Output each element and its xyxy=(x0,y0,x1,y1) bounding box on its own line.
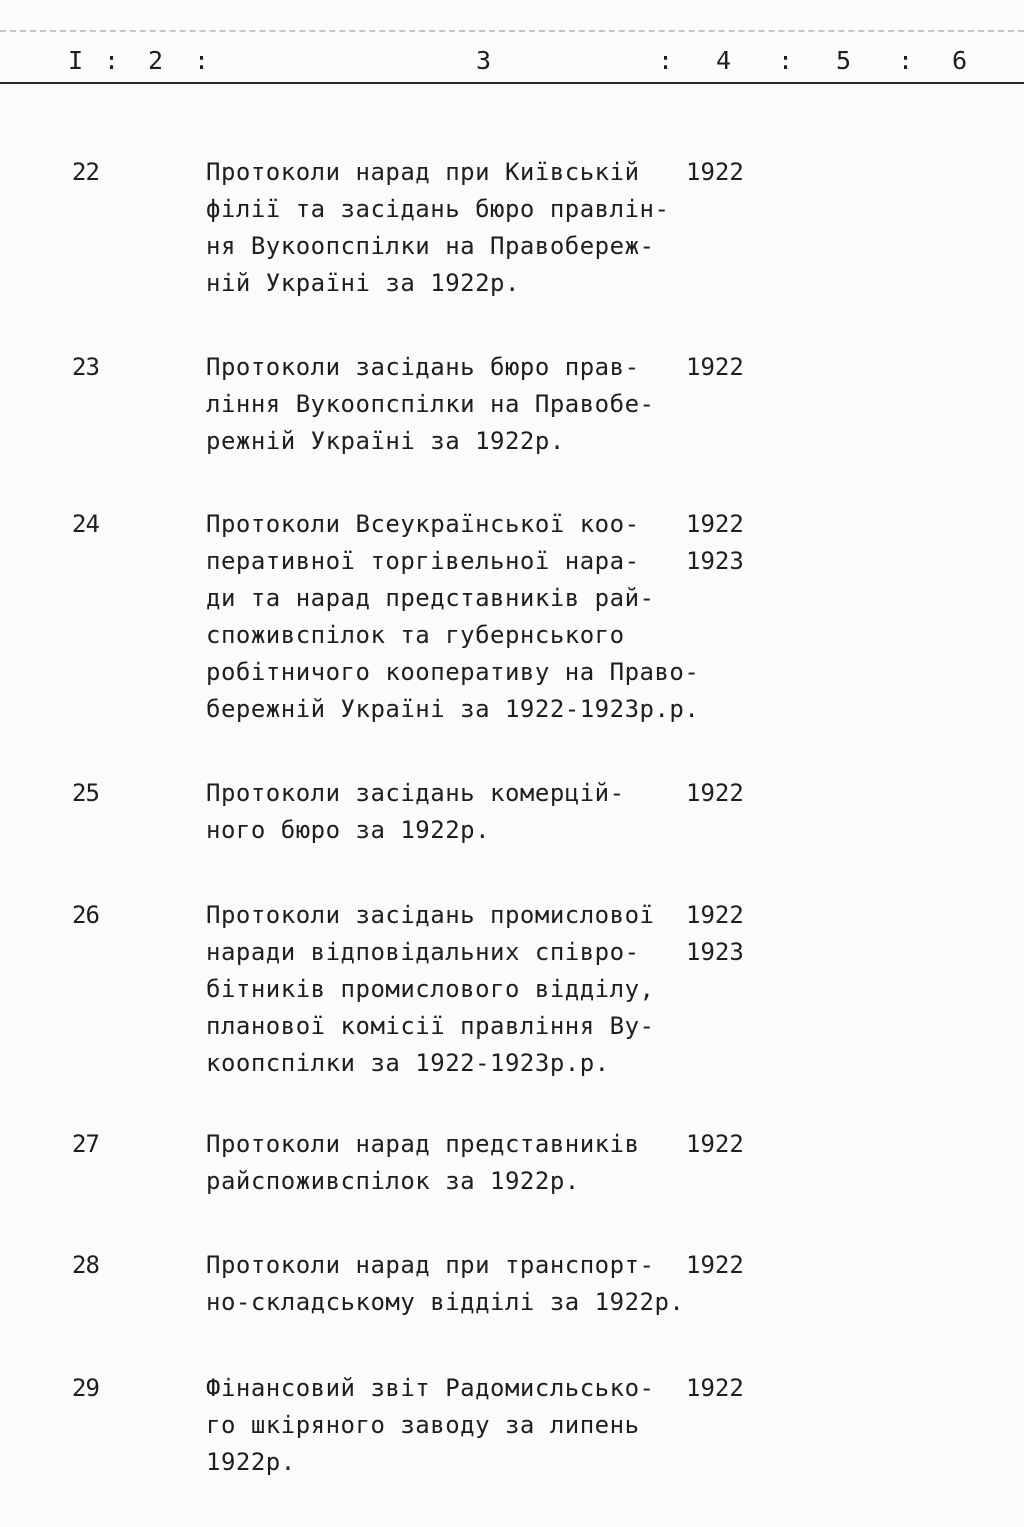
column-header-4: 4 xyxy=(716,46,732,75)
column-header-2: 2 xyxy=(148,46,164,75)
entry-year: 1922 xyxy=(686,353,744,381)
entry-title-line: ного бюро за 1922р. xyxy=(206,816,491,844)
entry-number: 22 xyxy=(72,158,99,186)
scan-artifact-line xyxy=(0,30,1024,32)
entry-title-line: бітників промислового відділу, xyxy=(206,975,655,1003)
column-header-6: 6 xyxy=(952,46,968,75)
entry-title xyxy=(206,349,726,460)
entry-number: 26 xyxy=(72,901,99,929)
entry-number: 24 xyxy=(72,510,99,538)
entry-years xyxy=(686,897,744,971)
entry-years xyxy=(686,506,744,580)
entry-title-line: Фінансовий звіт Радомисльсько- xyxy=(206,1374,655,1402)
entry-year: 1922 xyxy=(686,158,744,186)
entry-year: 1922 xyxy=(686,1374,744,1402)
entry-title xyxy=(206,1126,726,1200)
entry-number: 29 xyxy=(72,1374,99,1402)
entry-number: 28 xyxy=(72,1251,99,1279)
column-header-1: I xyxy=(68,46,84,75)
column-separator: : xyxy=(104,46,120,75)
entry-title-line: перативної торгівельної нара- xyxy=(206,547,640,575)
entry-title xyxy=(206,154,726,302)
entry-title-line: 1922р. xyxy=(206,1448,296,1476)
entry-title-line: режній Україні за 1922р. xyxy=(206,427,565,455)
entry-title-line: робітничого кооперативу на Право- xyxy=(206,658,700,686)
entry-years xyxy=(686,1370,744,1407)
entry-title-line: Протоколи засідань бюро прав- xyxy=(206,353,640,381)
column-separator: : xyxy=(778,46,794,75)
entry-title-line: ди та нарад представників рай- xyxy=(206,584,655,612)
entry-number: 25 xyxy=(72,779,99,807)
entry-year: 1922 xyxy=(686,1130,744,1158)
column-separator: : xyxy=(194,46,210,75)
entry-years xyxy=(686,1247,744,1284)
entry-title-line: наради відповідальних співро- xyxy=(206,938,640,966)
entry-title-line: Протоколи нарад при транспорт- xyxy=(206,1251,655,1279)
entry-title-line: Протоколи нарад при Київській xyxy=(206,158,640,186)
entry-years xyxy=(686,1126,744,1163)
entry-title-line: Протоколи засідань промислової xyxy=(206,901,655,929)
entry-number: 23 xyxy=(72,353,99,381)
entry-year: 1923 xyxy=(686,938,744,966)
column-header-row xyxy=(0,44,1024,78)
entry-title-line: споживспілок та губернського xyxy=(206,621,625,649)
entry-year: 1923 xyxy=(686,547,744,575)
entry-title-line: ління Вукоопспілки на Правобе- xyxy=(206,390,655,418)
entry-title xyxy=(206,1247,726,1321)
entry-title-line: Протоколи засідань комерцій- xyxy=(206,779,625,807)
column-separator: : xyxy=(658,46,674,75)
entry-year: 1922 xyxy=(686,779,744,807)
entry-year: 1922 xyxy=(686,510,744,538)
column-header-5: 5 xyxy=(836,46,852,75)
entry-year: 1922 xyxy=(686,1251,744,1279)
entry-title-line: філії та засідань бюро правлін- xyxy=(206,195,670,223)
entry-title-line: Протоколи Всеукраїнської коо- xyxy=(206,510,640,538)
entry-title xyxy=(206,1370,726,1481)
entry-years xyxy=(686,154,744,191)
entry-title xyxy=(206,506,726,728)
entry-years xyxy=(686,349,744,386)
entry-number: 27 xyxy=(72,1130,99,1158)
entry-year: 1922 xyxy=(686,901,744,929)
entry-title-line: планової комісії правління Ву- xyxy=(206,1012,655,1040)
header-rule xyxy=(0,82,1024,84)
column-header-3: 3 xyxy=(476,46,492,75)
entry-title-line: бережній Україні за 1922-1923р.р. xyxy=(206,695,700,723)
entry-title-line: ня Вукоопспілки на Правобереж- xyxy=(206,232,655,260)
entry-title-line: коопспілки за 1922-1923р.р. xyxy=(206,1049,610,1077)
entry-years xyxy=(686,775,744,812)
entry-title-line: го шкіряного заводу за липень xyxy=(206,1411,640,1439)
entry-title-line: но-складському відділі за 1922р. xyxy=(206,1288,685,1316)
entry-title-line: райспоживспілок за 1922р. xyxy=(206,1167,580,1195)
entry-title-line: ній Україні за 1922р. xyxy=(206,269,520,297)
entry-title-line: Протоколи нарад представників xyxy=(206,1130,640,1158)
entry-title xyxy=(206,775,726,849)
entry-title xyxy=(206,897,726,1082)
column-separator: : xyxy=(898,46,914,75)
